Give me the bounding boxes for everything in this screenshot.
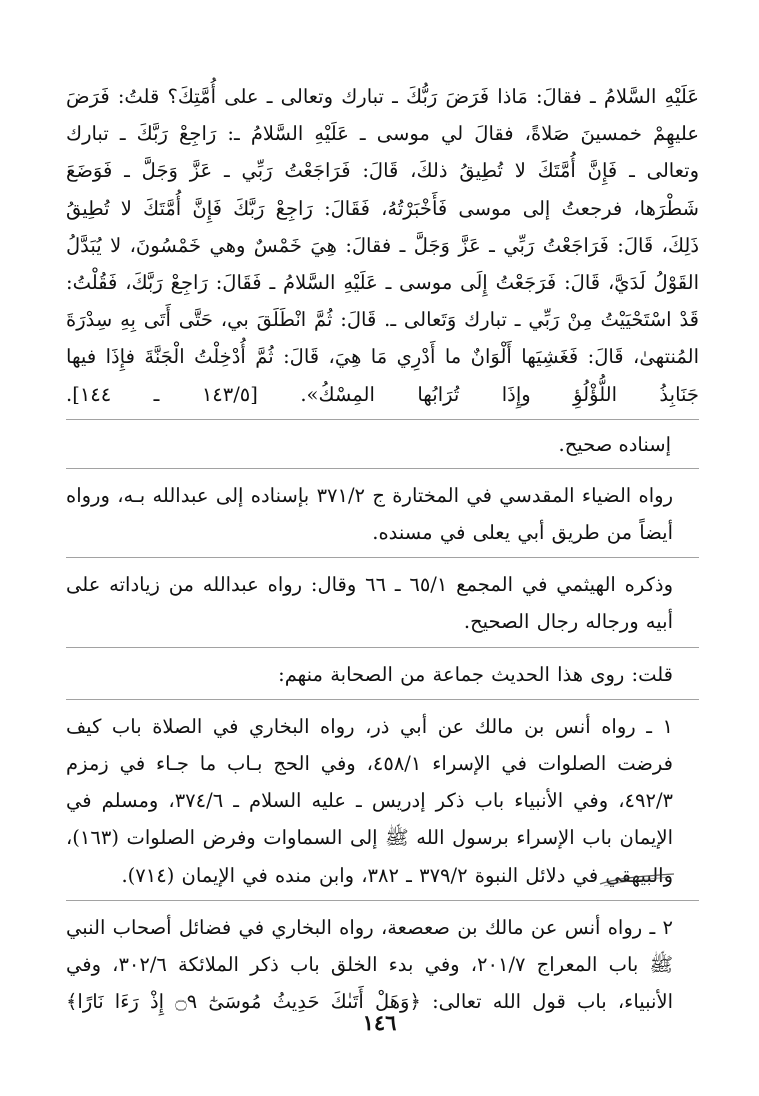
separator-5 xyxy=(66,699,699,700)
list-item-1: ١ ـ رواه أنس بن مالك عن أبي ذر، رواه البخاري في الصلاة باب كيف فرضت الصلوات في الإسراء ٤٥٨/١، وفي الحج بـاب ما جـاء في زمزم ٤٩٢/٣، وفي الأنبياء باب ذكر إدريس ـ عليه السلام ـ ٣٧٤/٦، ومسلم في الإيمان باب الإسراء برسول الله ﷺ إلى السماوات وفرض الصلوات (١٦٣)، والبيهقي في دلائل النبوة ٣٧٩/٢ ـ ٣٨٢، وابن منده في الإيمان (٧١٤). xyxy=(66,714,673,887)
qult-paragraph: قلت: روى هذا الحديث جماعة من الصحابة منهم: xyxy=(278,662,673,686)
list-item-2: ٢ ـ رواه أنس عن مالك بن صعصعة، رواه البخاري في فضائل أصحاب النبي ﷺ باب المعراج ٢٠١/٧، وفي بدء الخلق باب ذكر الملائكة ٣٠٢/٦، وفي الأنبياء، باب قول الله تعالى: ﴿وَهَلْ أَتَىٰكَ حَدِيثُ مُوسَىٰٓ ۝٩ إِذْ رَءَا نَارًا﴾ xyxy=(66,915,674,1014)
riwaya-paragraph: رواه الضياء المقدسي في المختارة ج ٣٧١/٢ بإسناده إلى عبدالله بـه، ورواه أيضاً من طريق أبي يعلى في مسنده. xyxy=(66,483,673,545)
separator-4 xyxy=(66,647,699,648)
separator-1 xyxy=(66,419,699,420)
separator-3 xyxy=(66,557,699,558)
handwritten-stroke-mark xyxy=(598,872,676,888)
separator-2 xyxy=(66,468,699,469)
isnad-grade: إسناده صحيح. xyxy=(558,432,671,456)
haythami-paragraph: وذكره الهيثمي في المجمع ٦٥/١ ـ ٦٦ وقال: رواه عبدالله من زياداته على أبيه ورجاله رجال الصحيح. xyxy=(66,573,673,634)
separator-6 xyxy=(66,900,699,901)
hadith-continuation: عَلَيْهِ السَّلامُ ـ فقالَ: مَاذا فَرَضَ رَبُّكَ ـ تبارك وتعالى ـ على أُمَّتِكَ؟ قلتُ: فَرَضَ عليهِمْ خمسينَ صَلاةً، فقالَ لي موسى ـ عَلَيْهِ السَّلامُ ـ: رَاجِعْ رَبَّكَ ـ تبارك وتعالى ـ فَإِنَّ أُمَّتَكَ لا تُطِيقُ ذلكَ، قَالَ: فَرَاجَعْتُ رَبِّي ـ عَزَّ وَجَلَّ ـ فَوَضَعَ شَطْرَها، فرجعتُ إلى موسى فَأَخْبَرْتُهُ، فَقَالَ: رَاجِعْ رَبَّكَ فَإِنَّ أُمَّتَكَ لا تُطِيقُ ذَلِكَ، قَالَ: فَرَاجَعْتُ رَبِّي ـ عَزَّ وَجَلَّ ـ فقالَ: هِيَ خَمْسٌ وهي خَمْسُونَ، لا يُبَدَّلُ القَوْلُ لَدَيَّ، قَالَ: فَرَجَعْتُ إِلَى موسى ـ عَلَيْهِ السَّلامُ ـ فَقَالَ: رَاجِعْ رَبَّكَ، فَقُلْتُ: قَدْ اسْتَحْيَيْتُ مِنْ رَبِّي ـ تبارك وَتَعالى ـ. قَالَ: ثُمَّ انْطَلَقَ بي، حَتَّى أَتَى بِهِ سِدْرَةَ المُنتهىٰ، قَالَ: فَغَشِيَها أَلْوَانٌ ما أَدْرِي مَا هِيَ، قَالَ: ثُمَّ أُدْخِلْتُ الْجَنَّةَ فإِذَا فيها جَنَابِذُ اللُّؤْلُؤِ وإِذَا تُرَابُها المِسْكُ». [١٤٣/٥ ـ ١٤٤]. xyxy=(66,85,699,406)
page-number: ١٤٦ xyxy=(362,1010,397,1035)
